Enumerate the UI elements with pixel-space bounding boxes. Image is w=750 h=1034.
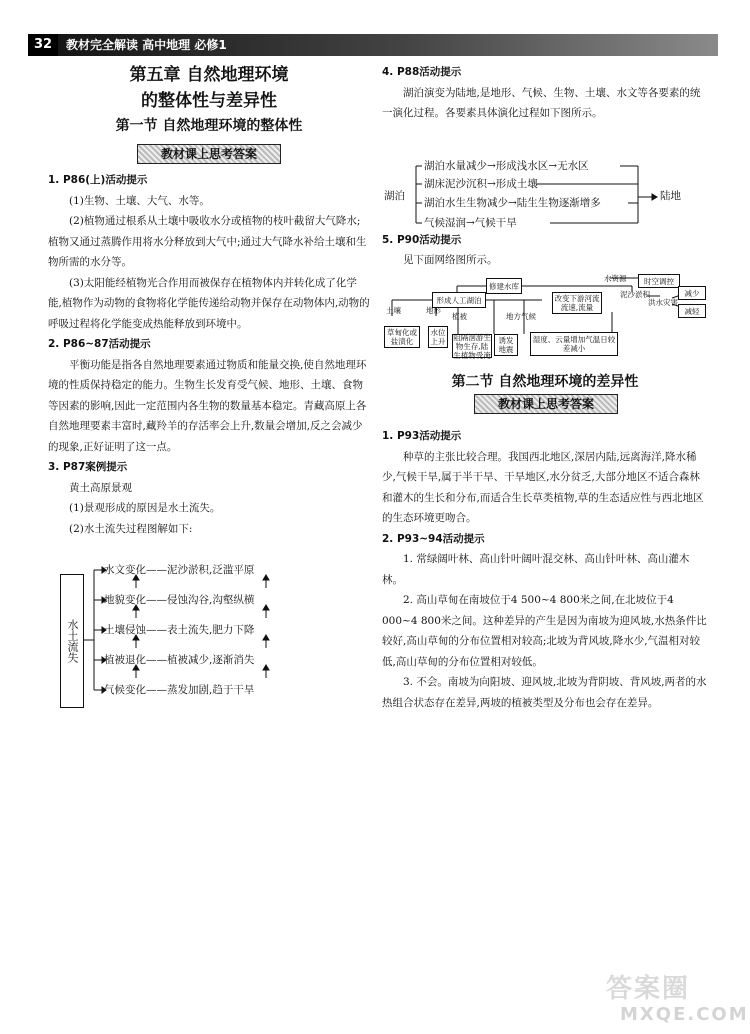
chapter-title-1: 第五章 自然地理环境 (129, 65, 289, 85)
diagram-box-label: 水土流失 (60, 574, 84, 708)
net-label: 洪水灾害 (648, 298, 678, 307)
page-header (28, 34, 718, 56)
net-node: 减少 (678, 286, 706, 300)
section-title: 第一节 自然地理环境的整体性 (115, 118, 303, 134)
net-node: 修建水库 (486, 278, 522, 294)
paragraph: (2)植物通过根系从土壤中吸收水分或植物的枝叶截留大气降水;植物又通过蒸腾作用将水分释放到大气中;通过大气降水补给土壤和生物所需的水分等。 (48, 215, 367, 268)
net-label: 地形 (426, 306, 441, 315)
paragraph: 1. 常绿阔叶林、高山针叶阔叶混交林、高山针叶林、高山灌木林。 (382, 553, 690, 586)
paragraph: 见下面网络图所示。 (403, 254, 498, 266)
diagram-row: 水文变化——泥沙淤积,泛滥平原 (104, 564, 255, 576)
watermark-logo: 答案圈 (606, 974, 691, 1004)
item-heading: 1. P86(上)活动提示 (48, 174, 148, 186)
paragraph: 平衡功能是指各自然地理要素通过物质和能量交换,使自然地理环境的性质保持稳定的能力。生物生长发育受气候、地形、土壤、食物等因素的影响,因此一定范围内各生物的数量基本稳定。青藏高原上各自然地理要素丰富时,藏羚羊的存活率会上升,数量会增加,反之会减少的现象,正好证明了这一点。 (48, 358, 367, 453)
net-node: 时空调控 (638, 274, 680, 288)
lake-row: 湖床泥沙沉积→形成土壤 (424, 178, 538, 190)
lake-row: 湖泊水量减少→形成浅水区→无水区 (424, 160, 589, 172)
answer-badge: 教材课上思考答案 (474, 394, 618, 414)
net-node: 减轻 (678, 304, 706, 318)
net-node: 阻隔洄游生物生存,陆生植物受淹 (453, 332, 491, 360)
right-column (382, 62, 708, 709)
lake-evolution-diagram (382, 157, 708, 229)
net-label: 泥沙淤积 (620, 290, 650, 299)
diagram-row: 气候变化——蒸发加剧,趋于干旱 (104, 684, 255, 696)
page-number: 32 (28, 34, 58, 56)
net-node: 诱发地震 (494, 334, 518, 356)
item-heading: 4. P88活动提示 (382, 66, 462, 78)
soil-erosion-diagram (48, 560, 370, 715)
diagram-row: 植被退化——植被减少,逐渐消失 (104, 654, 255, 666)
paragraph: 2. 高山草甸在南坡位于4 500~4 800米之间,在北坡位于4 000~4 800米之间。这种差异的产生是因为南坡为迎风坡,水热条件比较好,高山草甸的分布位置相对较高;北坡为背风坡,降水少,气温相对较低,高山草甸的分布位置相对较低。 (382, 594, 707, 668)
net-label: 水资源 (604, 274, 627, 283)
net-label: 地方气候 (506, 312, 536, 321)
net-label: 植被 (452, 312, 467, 321)
section2-body (382, 426, 708, 713)
land-label: 陆地 (660, 190, 681, 202)
paragraph: 种草的主张比较合理。我国西北地区,深居内陆,远离海洋,降水稀少,气候干旱,属于半干旱、干旱地区,水分贫乏,大部分地区不适合森林和灌木的生长和分布,而适合生长草类植物,草的生态适应性与西北地区的生态环境更吻合。 (382, 450, 704, 524)
paragraph: 黄土高原景观 (69, 481, 132, 494)
item-heading: 2. P86~87活动提示 (48, 338, 151, 350)
lake-row: 气候湿润→气候干旱 (424, 217, 517, 229)
net-node: 湿度、云量增加气温日较差减小 (530, 332, 618, 356)
lake-row: 湖泊水生生物减少→陆生生物逐渐增多 (424, 197, 601, 209)
section-title: 第二节 自然地理环境的差异性 (451, 374, 639, 390)
lake-label: 湖泊 (384, 190, 405, 202)
net-label: 土壤 (386, 306, 401, 315)
paragraph: (2)水土流失过程图解如下: (69, 522, 193, 535)
header-title: 教材完全解读 高中地理 必修1 (66, 38, 227, 52)
paragraph: (3)太阳能经植物光合作用而被保存在植物体内并转化成了化学能,植物作为动物的食物将化学能传递给动物并保存在动物体内,动物的呼吸过程将化学能变成热能释放到环境中。 (48, 276, 370, 330)
reservoir-network-diagram (382, 274, 708, 370)
paragraph: (1)景观形成的原因是水土流失。 (69, 502, 221, 514)
item-heading: 5. P90活动提示 (382, 234, 462, 246)
net-node: 水位上升 (428, 326, 448, 348)
net-node: 改变下游河流流速,流量 (552, 292, 602, 314)
diagram-row: 土壤侵蚀——表土流失,肥力下降 (104, 624, 255, 636)
left-column (48, 62, 370, 696)
net-node: 形成人工湖泊 (432, 292, 486, 308)
paragraph: 湖泊演变为陆地,是地形、气候、生物、土壤、水文等各要素的统一演化过程。各要素具体演化过程如下图所示。 (382, 86, 701, 119)
chapter-title-2: 的整体性与差异性 (141, 91, 277, 111)
diagram-row: 地貌变化——侵蚀沟谷,沟壑纵横 (104, 594, 255, 606)
item-heading: 1. P93活动提示 (382, 430, 462, 442)
item-heading: 3. P87案例提示 (48, 461, 128, 473)
net-node: 草甸化或盐渍化 (384, 326, 420, 348)
paragraph: 3. 不会。南坡为向阳坡、迎风坡,北坡为背阴坡、背风坡,两者的水热组合状态存在差异,两坡的植被类型及分布也会存在差异。 (382, 676, 707, 709)
answer-badge: 教材课上思考答案 (137, 144, 281, 164)
item-heading: 2. P93~94活动提示 (382, 532, 485, 545)
paragraph: (1)生物、土壤、大气、水等。 (69, 194, 210, 207)
watermark-url: MXQE.COM (620, 1004, 749, 1025)
